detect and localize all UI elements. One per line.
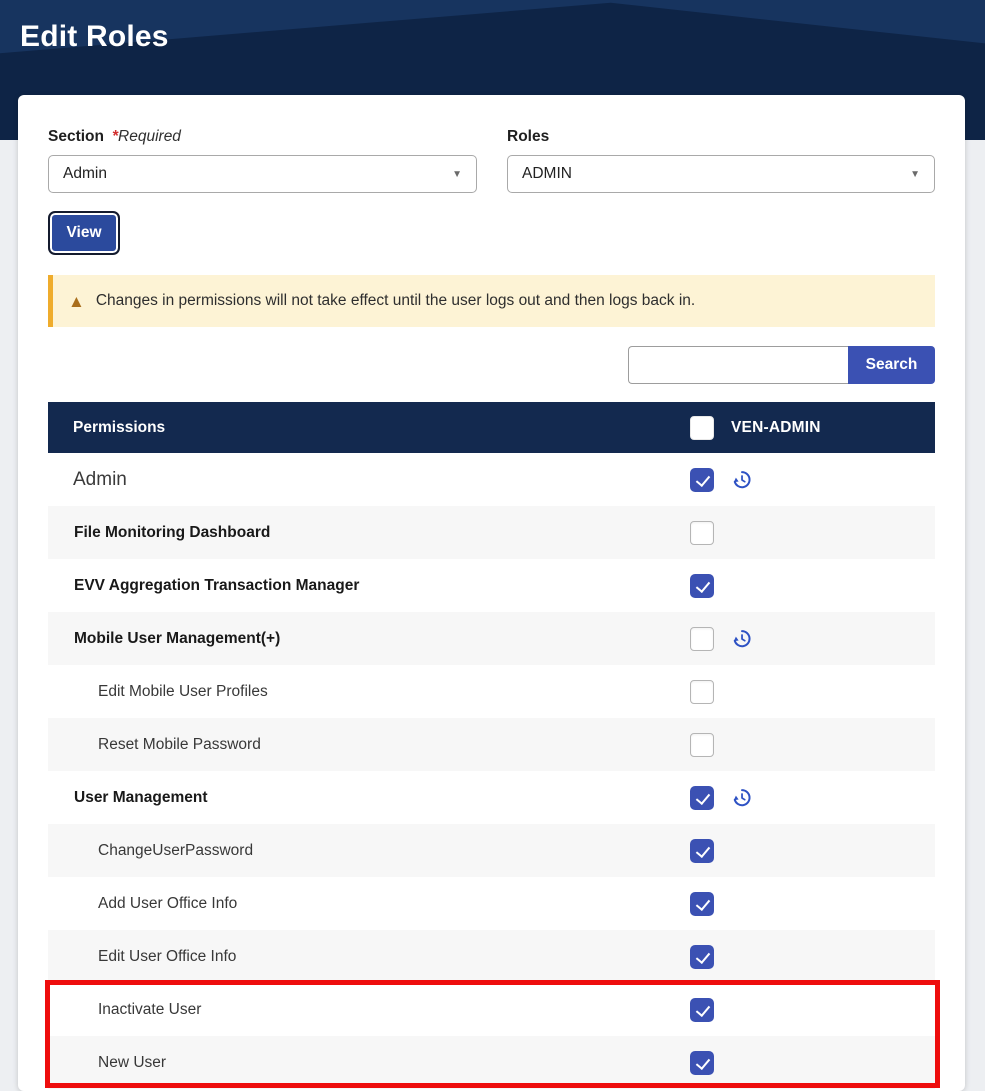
- content-card: [18, 95, 965, 1091]
- search-input[interactable]: [628, 346, 848, 384]
- permission-checkbox[interactable]: [690, 574, 714, 598]
- permission-row: [48, 559, 935, 612]
- section-select-value: Admin: [63, 165, 107, 182]
- permissions-table-header: [48, 402, 935, 453]
- section-select[interactable]: [48, 155, 477, 193]
- chevron-down-icon: ▼: [452, 168, 462, 180]
- search-bar: [48, 346, 935, 384]
- history-icon[interactable]: [731, 787, 752, 808]
- roles-field: [507, 128, 935, 193]
- permission-label: Reset Mobile Password: [98, 735, 261, 753]
- permission-row: [48, 824, 935, 877]
- permission-checkbox[interactable]: [690, 892, 714, 916]
- permission-row: [48, 453, 935, 506]
- warning-banner: [48, 275, 935, 327]
- chevron-down-icon: ▼: [910, 168, 920, 180]
- view-button[interactable]: View: [48, 211, 120, 255]
- permission-label: New User: [98, 1053, 167, 1071]
- permission-row: [48, 1036, 935, 1089]
- permission-checkbox[interactable]: [690, 786, 714, 810]
- permissions-column-header: Permissions: [73, 418, 166, 436]
- permission-row: [48, 771, 935, 824]
- roles-select[interactable]: [507, 155, 935, 193]
- permission-row: [48, 506, 935, 559]
- history-icon[interactable]: [731, 469, 752, 490]
- permission-checkbox[interactable]: [690, 521, 714, 545]
- section-field: [48, 128, 477, 193]
- permission-row: [48, 930, 935, 983]
- permission-checkbox[interactable]: [690, 998, 714, 1022]
- permission-row: [48, 612, 935, 665]
- roles-select-value: ADMIN: [522, 165, 572, 182]
- permission-checkbox[interactable]: [690, 627, 714, 651]
- select-all-checkbox[interactable]: [690, 416, 714, 440]
- permission-checkbox[interactable]: [690, 680, 714, 704]
- permissions-table-body: [48, 453, 935, 1089]
- filter-form: [48, 128, 935, 193]
- permission-checkbox[interactable]: [690, 1051, 714, 1075]
- permission-row: [48, 665, 935, 718]
- page-title: Edit Roles: [20, 20, 169, 53]
- permission-label: ChangeUserPassword: [98, 841, 254, 859]
- permission-row: [48, 983, 935, 1036]
- search-button[interactable]: Search: [848, 346, 935, 384]
- permission-label: EVV Aggregation Transaction Manager: [74, 576, 360, 594]
- permission-checkbox[interactable]: [690, 945, 714, 969]
- permissions-table: [48, 402, 935, 1089]
- history-icon[interactable]: [731, 628, 752, 649]
- permission-label: Add User Office Info: [98, 894, 238, 912]
- permission-label: User Management: [74, 788, 208, 806]
- required-star: *: [111, 128, 119, 145]
- permission-row: [48, 877, 935, 930]
- permission-checkbox[interactable]: [690, 468, 714, 492]
- permission-label: Admin: [73, 468, 127, 490]
- permission-row: [48, 718, 935, 771]
- warning-text: Changes in permissions will not take effect until the user logs out and then logs back in.: [95, 292, 696, 309]
- permission-label: Inactivate User: [98, 1000, 202, 1018]
- permission-label: Edit Mobile User Profiles: [98, 682, 268, 700]
- warning-triangle-icon: ▲︎: [68, 291, 85, 311]
- permission-checkbox[interactable]: [690, 733, 714, 757]
- required-text: Required: [118, 128, 181, 145]
- roles-label: Roles: [507, 128, 550, 145]
- required-indicator: [112, 128, 181, 146]
- permission-label: File Monitoring Dashboard: [74, 523, 271, 541]
- permission-checkbox[interactable]: [690, 839, 714, 863]
- permission-label: Mobile User Management(+): [74, 629, 281, 647]
- permission-label: Edit User Office Info: [98, 947, 237, 965]
- role-column-header: VEN-ADMIN: [731, 418, 821, 436]
- section-label: Section: [48, 128, 104, 145]
